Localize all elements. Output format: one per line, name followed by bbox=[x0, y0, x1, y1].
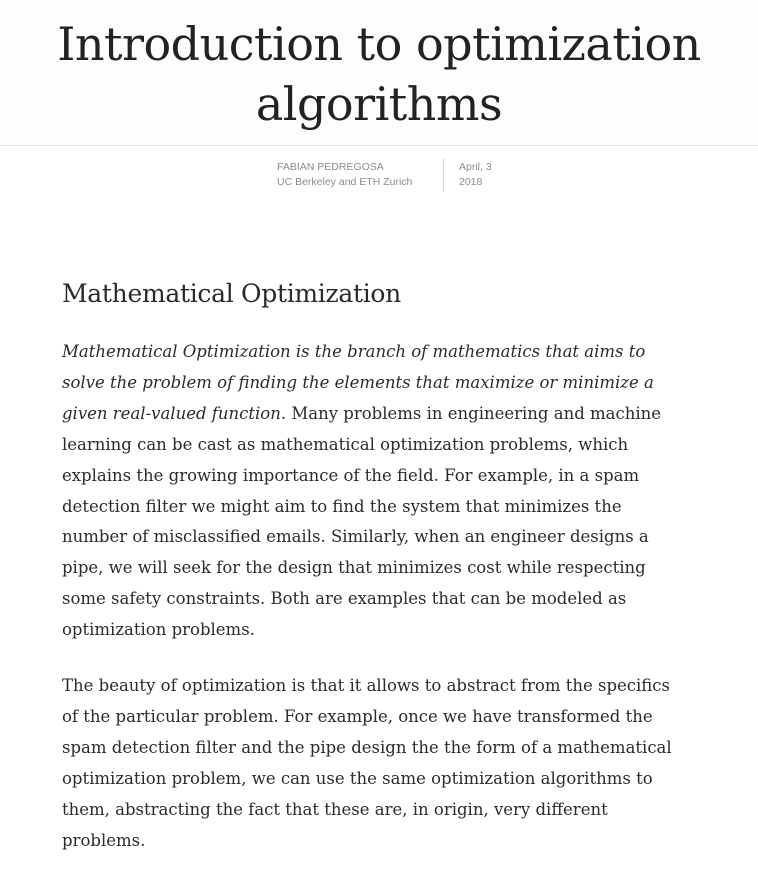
paragraph-line: explains the growing importance of the field. For example, in a spam bbox=[62, 465, 640, 485]
definition-text: Mathematical Optimization is the branch of mathematics that aims to bbox=[62, 342, 646, 361]
body-text: Many problems in engineering and machine bbox=[286, 403, 662, 423]
paragraph-line bbox=[62, 337, 708, 368]
paragraph-line: some safety constraints. Both are examples that can be modeled as bbox=[62, 589, 627, 609]
paragraph-1 bbox=[62, 337, 708, 646]
paragraph-line: learning can be cast as mathematical optimization problems, which bbox=[62, 434, 629, 454]
paragraph-line: pipe, we will seek for the design that minimizes cost while respecting bbox=[62, 558, 646, 578]
paragraph-line bbox=[62, 399, 708, 430]
definition-text: given real-valued function. bbox=[62, 403, 287, 423]
page-title-line-2: algorithms bbox=[255, 77, 503, 131]
paragraph-line: of the particular problem. For example, once we have transformed the bbox=[62, 706, 653, 726]
paragraph-line: optimization problems. bbox=[62, 620, 255, 640]
article-meta bbox=[0, 158, 758, 194]
paragraph-line: The beauty of optimization is that it allows to abstract from the specifics bbox=[62, 676, 671, 695]
author-affiliation: UC Berkeley and ETH Zurich bbox=[277, 176, 413, 188]
paragraph-line: problems. bbox=[62, 830, 146, 850]
paragraph-line bbox=[62, 368, 708, 399]
author-name: FABIAN PEDREGOSA bbox=[277, 161, 384, 173]
paragraph-line: number of misclassified emails. Similarly, when an engineer designs a bbox=[62, 527, 649, 547]
title-band bbox=[0, 0, 758, 146]
paragraph-line: optimization problem, we can use the same optimization algorithms to bbox=[62, 768, 653, 788]
date-month-day: April, 3 bbox=[459, 161, 492, 173]
page-title-line-1: Introduction to optimization bbox=[57, 17, 701, 71]
paragraph-line: them, abstracting the fact that these are, in origin, very different bbox=[62, 799, 608, 819]
page-title bbox=[0, 14, 758, 134]
paragraph-line: spam detection filter and the pipe design the the form of a mathematical bbox=[62, 737, 672, 757]
definition-text: solve the problem of finding the elements that maximize or minimize a bbox=[62, 372, 654, 392]
date-year: 2018 bbox=[459, 176, 483, 188]
paragraph-2 bbox=[62, 671, 708, 856]
date-block bbox=[459, 160, 492, 190]
meta-divider bbox=[443, 158, 444, 192]
section-heading: Mathematical Optimization bbox=[62, 279, 401, 308]
paragraph-line: detection filter we might aim to find the system that minimizes the bbox=[62, 496, 622, 516]
author-block bbox=[277, 160, 412, 190]
